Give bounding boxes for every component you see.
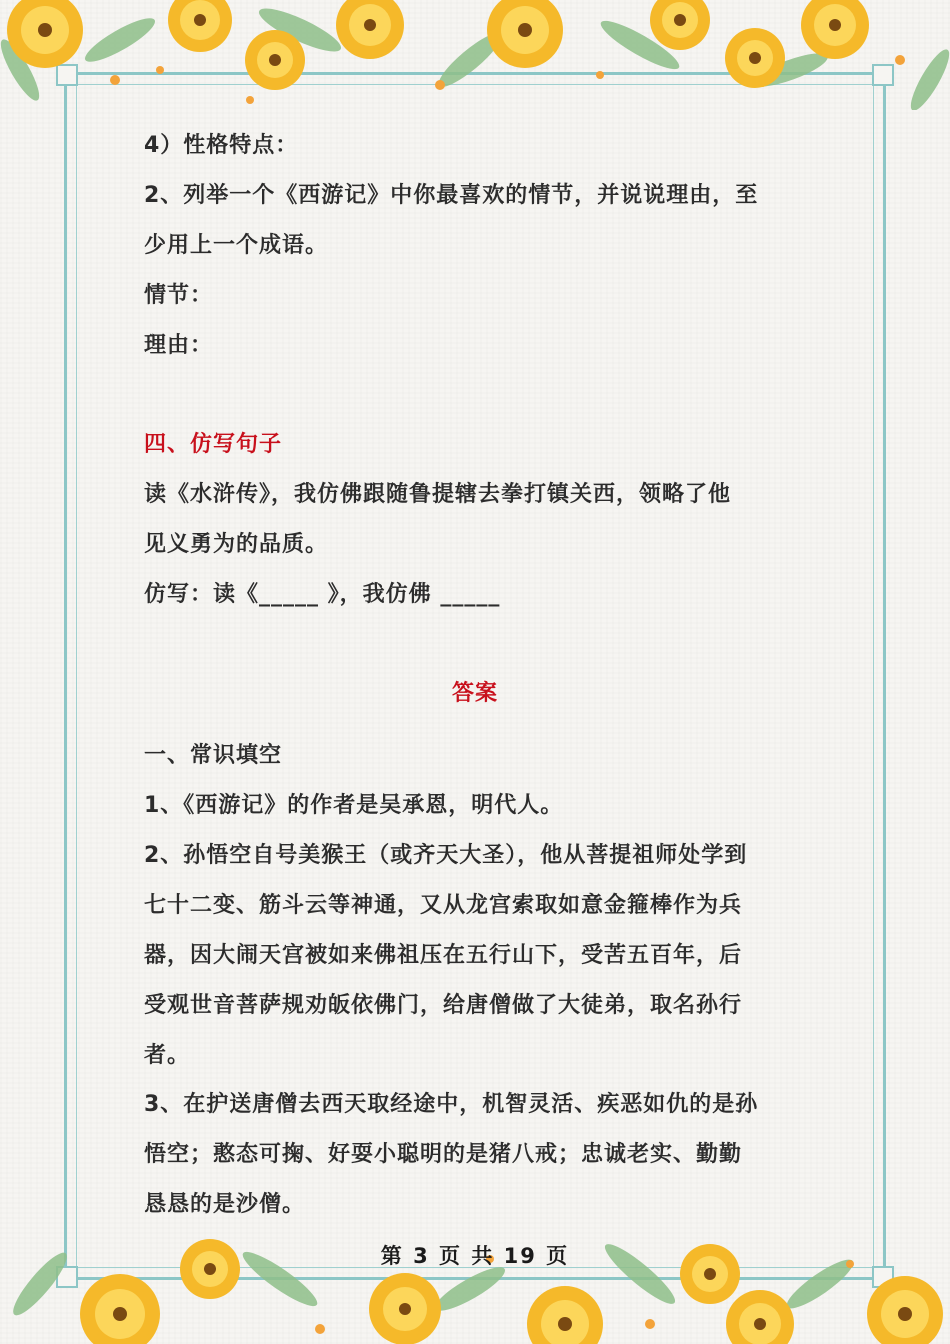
answer-2-line-5: 者。: [144, 1043, 191, 1068]
question-trait-line: 4）性格特点：: [144, 133, 299, 158]
top-flower-border: [0, 0, 950, 110]
answers-section-1-heading: 一、常识填空: [144, 743, 283, 768]
section-4-sentence-line-1: 读《水浒传》，我仿佛跟随鲁提辖去拳打镇关西，领略了他: [144, 482, 732, 507]
answer-2-line-4: 受观世音菩萨规劝皈依佛门，给唐僧做了大徒弟，取名孙行: [144, 993, 743, 1018]
answers-title: 答案: [451, 681, 498, 706]
section-4-imitation-line: 仿写：读《_____ 》，我仿佛 _____: [144, 582, 501, 607]
answer-1: 1、《西游记》的作者是吴承恩，明代人。: [144, 793, 564, 818]
answer-3-line-1: 3、在护送唐僧去西天取经途中，机智灵活、疾恶如仇的是孙: [144, 1092, 759, 1117]
section-4-heading: 四、仿写句子: [144, 432, 283, 457]
page-number-footer: 第 3 页 共 19 页: [380, 1244, 570, 1268]
answer-2-line-3: 器，因大闹天宫被如来佛祖压在五行山下，受苦五百年，后: [144, 943, 743, 968]
flower-decoration-icon: [0, 0, 950, 110]
section-4-sentence-line-2: 见义勇为的品质。: [144, 532, 329, 557]
reason-label: 理由：: [144, 333, 214, 358]
plot-label: 情节：: [144, 283, 214, 308]
question-2-line-2: 少用上一个成语。: [144, 233, 329, 258]
answer-3-line-3: 恳恳的是沙僧。: [144, 1192, 306, 1217]
answer-3-line-2: 悟空；憨态可掬、好耍小聪明的是猪八戒；忠诚老实、勤勤: [144, 1142, 743, 1167]
answer-2-line-1: 2、孙悟空自号美猴王（或齐天大圣），他从菩提祖师处学到: [144, 843, 748, 868]
answer-2-line-2: 七十二变、筋斗云等神通，又从龙宫索取如意金箍棒作为兵: [144, 893, 743, 918]
question-2-line-1: 2、列举一个《西游记》中你最喜欢的情节，并说说理由，至: [144, 183, 759, 208]
